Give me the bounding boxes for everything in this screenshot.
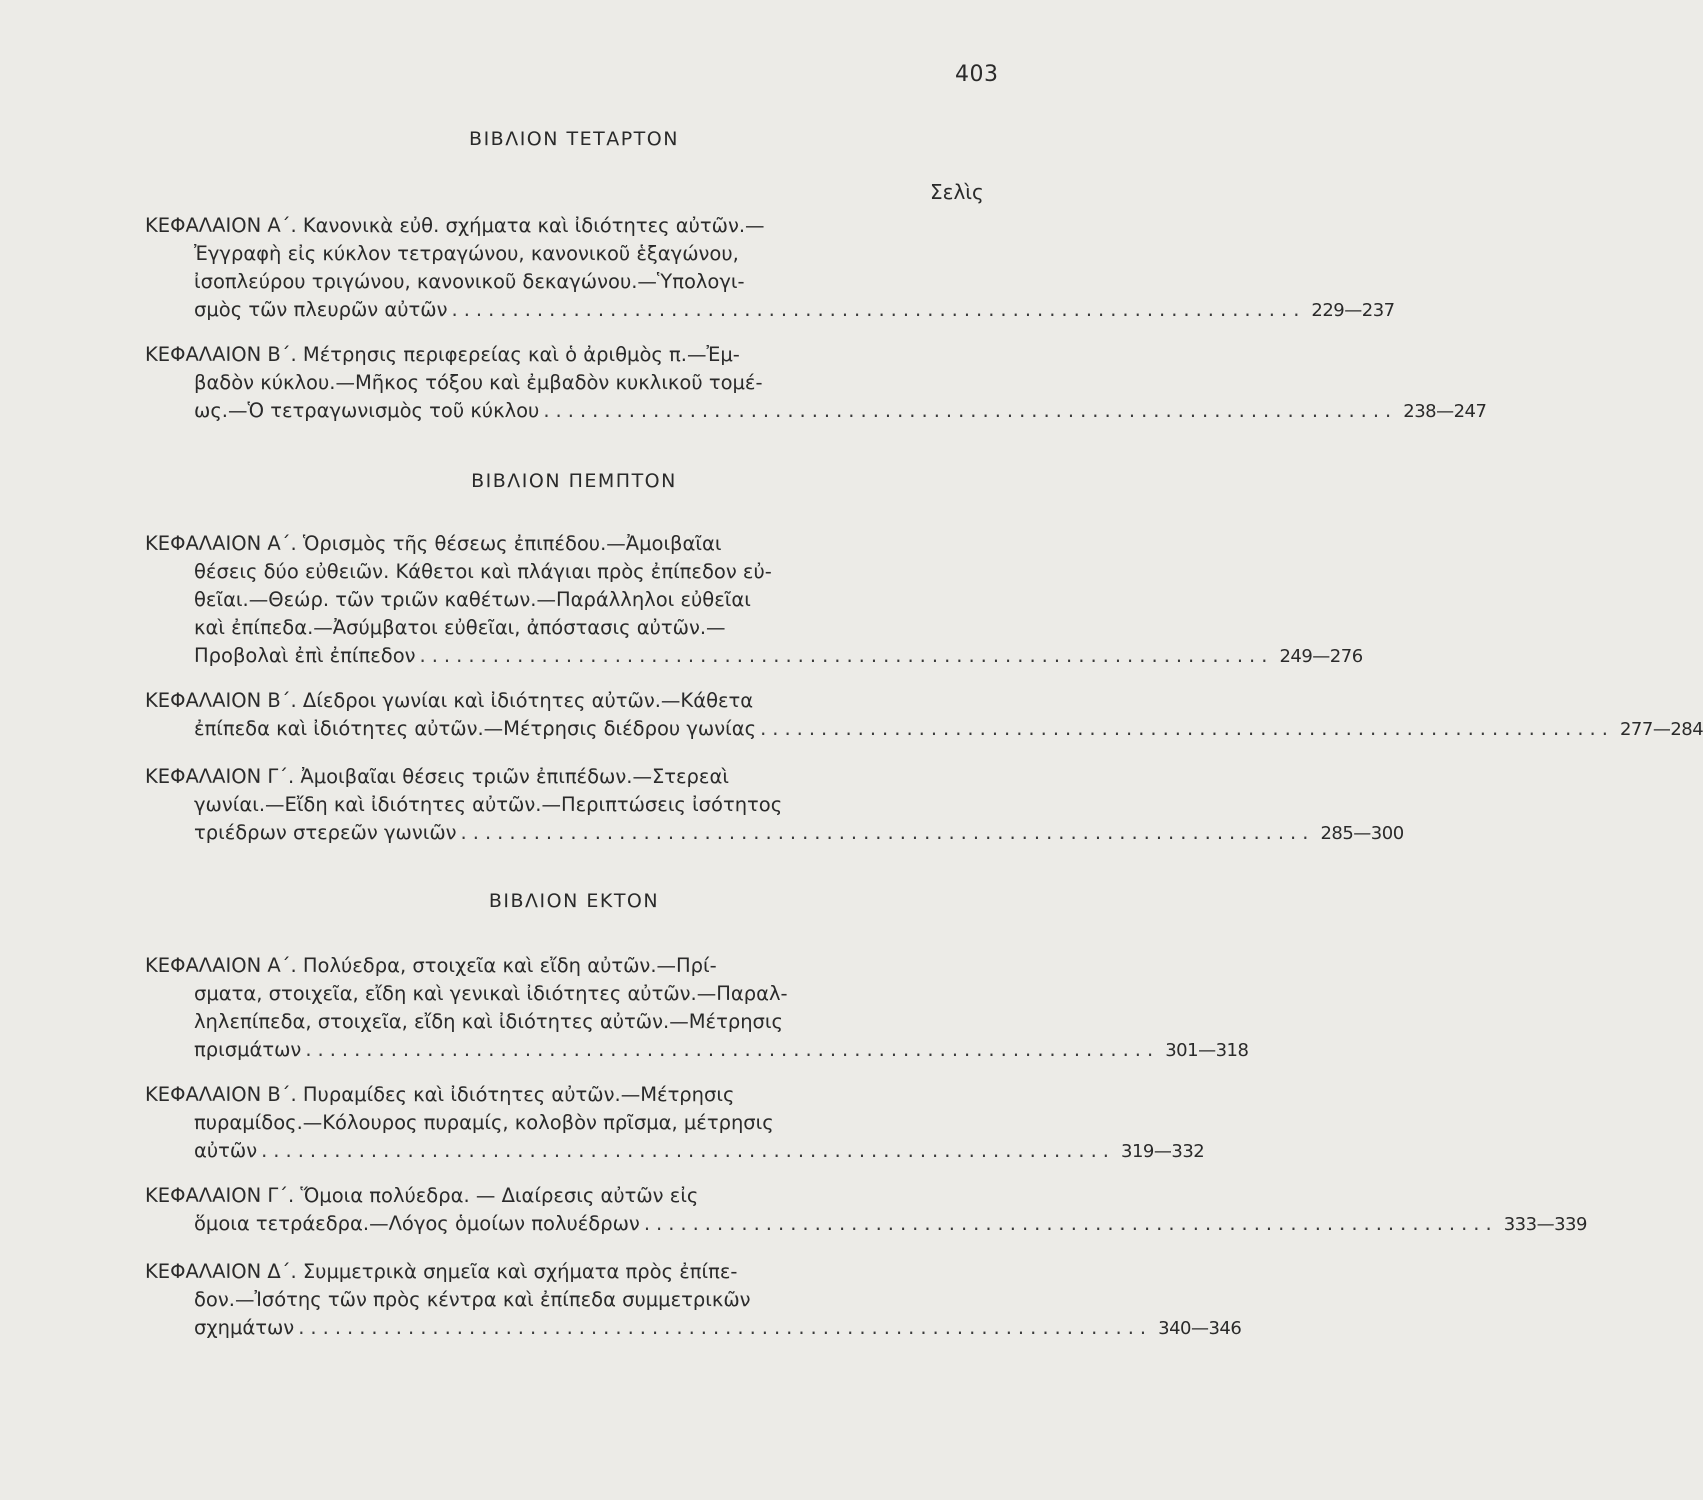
- toc-entry: [145, 687, 1703, 744]
- leader-dots: ......................................................................: [760, 717, 1614, 740]
- chapter-text: καὶ ἐπίπεδα.—Ἀσύμβατοι εὐθεῖαι, ἀπόστασις αὐτῶν.—: [194, 616, 726, 639]
- leader-dots: ......................................................................: [261, 1139, 1116, 1162]
- toc-entry: [145, 1182, 1587, 1239]
- chapter-text: ληλεπίπεδα, στοιχεῖα, εἴδη καὶ ἰδιότητες αὐτῶν.—Μέτρησις: [194, 1010, 783, 1033]
- page-range: 301—318: [1165, 1040, 1249, 1061]
- chapter-text: σμὸς τῶν πλευρῶν αὐτῶν: [194, 298, 448, 321]
- leader-dots: ......................................................................: [460, 821, 1315, 844]
- chapter-text: δον.—Ἰσότης τῶν πρὸς κέντρα καὶ ἐπίπεδα συμμετρικῶν: [194, 1288, 751, 1311]
- leader-dots: ......................................................................: [451, 298, 1306, 321]
- chapter-text: ὅμοια τετράεδρα.—Λόγος ὁμοίων πολυέδρων: [194, 1212, 640, 1235]
- chapter-heading: ΚΕΦΑΛΑΙΟΝ Γ΄. Ὅμοια πολύεδρα. — Διαίρεσις αὐτῶν εἰς: [145, 1184, 699, 1207]
- chapter-text: τριέδρων στερεῶν γωνιῶν: [194, 821, 457, 844]
- leader-dots: ......................................................................: [298, 1316, 1153, 1339]
- page-range: 340—346: [1158, 1318, 1242, 1339]
- leader-dots: ......................................................................: [643, 1212, 1498, 1235]
- page-column-header: Σελὶς: [930, 180, 984, 204]
- chapter-heading: ΚΕΦΑΛΑΙΟΝ Β΄. Πυραμίδες καὶ ἰδιότητες αὐτῶν.—Μέτρησις: [145, 1083, 735, 1106]
- page-range: 229—237: [1311, 300, 1395, 321]
- page-range: 319—332: [1121, 1141, 1205, 1162]
- page-range: 249—276: [1279, 646, 1363, 667]
- chapter-text: θεῖαι.—Θεώρ. τῶν τριῶν καθέτων.—Παράλληλοι εὐθεῖαι: [194, 588, 751, 611]
- chapter-text: βαδὸν κύκλου.—Μῆκος τόξου καὶ ἐμβαδὸν κυκλικοῦ τομέ-: [194, 371, 763, 394]
- book-title-5: ΒΙΒΛΙΟΝ ΠΕΜΠΤΟΝ: [471, 470, 677, 492]
- page-range: 333—339: [1503, 1214, 1587, 1235]
- book-title-6: ΒΙΒΛΙΟΝ ΕΚΤΟΝ: [488, 890, 660, 912]
- leader-dots: ......................................................................: [543, 399, 1398, 422]
- toc-entry: [145, 530, 1363, 671]
- page-range: 277—284: [1619, 719, 1703, 740]
- chapter-text: γωνίαι.—Εἴδη καὶ ἰδιότητες αὐτῶν.—Περιπτώσεις ἰσότητος: [194, 793, 783, 816]
- chapter-text: Προβολαὶ ἐπὶ ἐπίπεδον: [194, 644, 416, 667]
- toc-entry: [145, 763, 1404, 848]
- leader-dots: ......................................................................: [305, 1038, 1160, 1061]
- chapter-text: ἰσοπλεύρου τριγώνου, κανονικοῦ δεκαγώνου.—Ὑπολογι-: [194, 270, 745, 293]
- page-number: 403: [955, 62, 999, 87]
- chapter-heading: ΚΕΦΑΛΑΙΟΝ Α΄. Πολύεδρα, στοιχεῖα καὶ εἴδη αὐτῶν.—Πρί-: [145, 954, 717, 977]
- chapter-text: πυραμίδος.—Κόλουρος πυραμίς, κολοβὸν πρῖσμα, μέτρησις: [194, 1111, 774, 1134]
- chapter-text: αὐτῶν: [194, 1139, 258, 1162]
- chapter-heading: ΚΕΦΑΛΑΙΟΝ Γ΄. Ἀμοιβαῖαι θέσεις τριῶν ἐπιπέδων.—Στερεαὶ: [145, 765, 729, 788]
- chapter-text: πρισμάτων: [194, 1038, 302, 1061]
- chapter-text: Ἐγγραφὴ εἰς κύκλον τετραγώνου, κανονικοῦ ἑξαγώνου,: [194, 242, 739, 265]
- chapter-heading: ΚΕΦΑΛΑΙΟΝ Β΄. Δίεδροι γωνίαι καὶ ἰδιότητες αὐτῶν.—Κάθετα: [145, 689, 754, 712]
- chapter-text: ἐπίπεδα καὶ ἰδιότητες αὐτῶν.—Μέτρησις διέδρου γωνίας: [194, 717, 757, 740]
- toc-entry: [145, 1081, 1205, 1166]
- chapter-text: σματα, στοιχεῖα, εἴδη καὶ γενικαὶ ἰδιότητες αὐτῶν.—Παραλ-: [194, 982, 788, 1005]
- toc-entry: [145, 212, 1395, 325]
- book-title-4: ΒΙΒΛΙΟΝ ΤΕΤΑΡΤΟΝ: [469, 128, 679, 150]
- chapter-heading: ΚΕΦΑΛΑΙΟΝ Α΄. Κανονικὰ εὐθ. σχήματα καὶ ἰδιότητες αὐτῶν.—: [145, 214, 765, 237]
- toc-entry: [145, 1258, 1242, 1343]
- toc-entry: [145, 952, 1249, 1065]
- toc-entry: [145, 341, 1487, 426]
- chapter-text: θέσεις δύο εὐθειῶν. Κάθετοι καὶ πλάγιαι πρὸς ἐπίπεδον εὐ-: [194, 560, 772, 583]
- chapter-text: σχημάτων: [194, 1316, 295, 1339]
- chapter-heading: ΚΕΦΑΛΑΙΟΝ Β΄. Μέτρησις περιφερείας καὶ ὁ ἀριθμὸς π.—Ἐμ-: [145, 343, 740, 366]
- page-range: 238—247: [1403, 401, 1487, 422]
- chapter-heading: ΚΕΦΑΛΑΙΟΝ Α΄. Ὁρισμὸς τῆς θέσεως ἐπιπέδου.—Ἀμοιβαῖαι: [145, 532, 722, 555]
- leader-dots: ......................................................................: [419, 644, 1274, 667]
- chapter-heading: ΚΕΦΑΛΑΙΟΝ Δ΄. Συμμετρικὰ σημεῖα καὶ σχήματα πρὸς ἐπίπε-: [145, 1260, 738, 1283]
- chapter-text: ως.—Ὁ τετραγωνισμὸς τοῦ κύκλου: [194, 399, 540, 422]
- page-range: 285—300: [1320, 823, 1404, 844]
